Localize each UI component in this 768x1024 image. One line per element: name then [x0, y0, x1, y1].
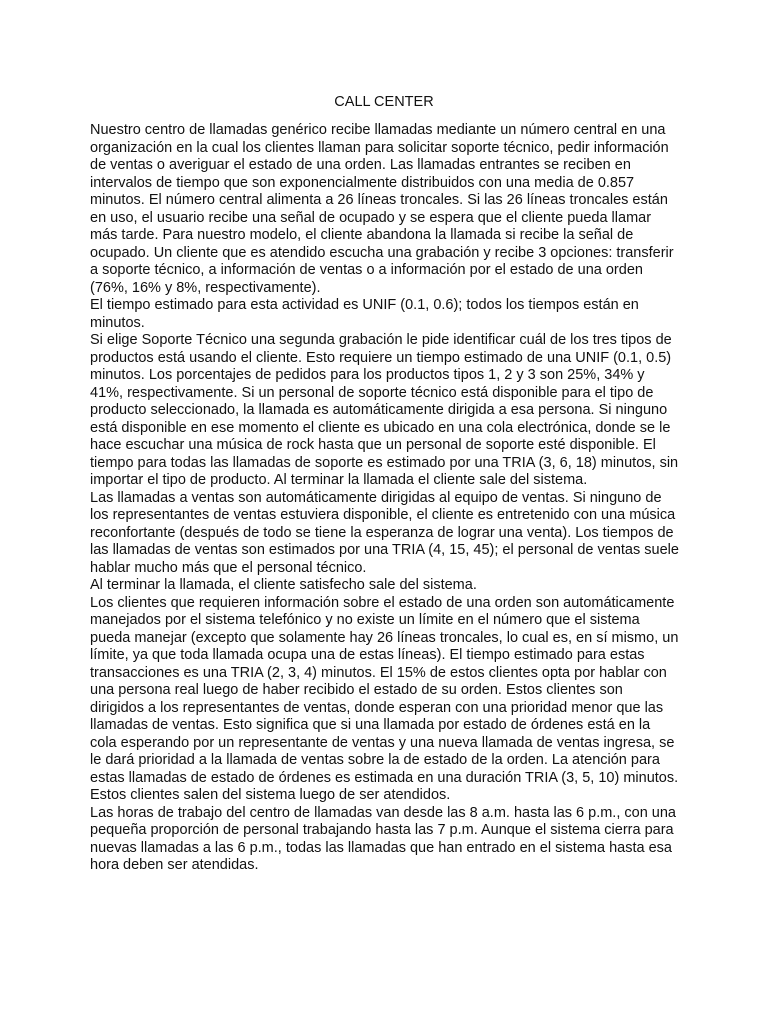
paragraph-intro: Nuestro centro de llamadas genérico recibe llamadas mediante un número central en una organización en la cual los clientes llaman para solicitar soporte técnico, pedir información de ventas o averiguar el estado de una orden. Las llamadas entrantes se reciben en intervalos de tiempo que son exponencialmente distribuidos con una media de 0.857 minutos. El número central alimenta a 26 líneas troncales. Si las 26 líneas troncales están en uso, el usuario recibe una señal de ocupado y se espera que el cliente pueda llamar más tarde. Para nuestro modelo, el cliente abandona la llamada si recibe la señal de ocupado. Un cliente que es atendido escucha una grabación y recibe 3 opciones: transferir a soporte técnico, a información de ventas o a información por el estado de una orden (76%, 16% y 8%, respectivamente).: [90, 122, 674, 296]
document-title: CALL CENTER: [334, 94, 434, 110]
paragraph-activity-time: El tiempo estimado para esta actividad es UNIF (0.1, 0.6); todos los tiempos están en minutos.: [90, 297, 639, 331]
paragraph-sales-exit: Al terminar la llamada, el cliente satisfecho sale del sistema.: [90, 577, 477, 593]
paragraph-order-status: Los clientes que requieren información sobre el estado de una orden son automáticamente manejados por el sistema telefónico y no existe un límite en el número que el sistema pueda manejar (excepto que solamente hay 26 líneas troncales, lo cual es, en sí mismo, un límite, ya que toda llamada ocupa una de estas líneas). El tiempo estimado para estas transacciones es una TRIA (2, 3, 4) minutos. El 15% de estos clientes opta por hablar con una persona real luego de haber recibido el estado de su orden. Estos clientes son dirigidos a los representantes de ventas, donde esperan con una prioridad menor que las llamadas de ventas. Esto significa que si una llamada por estado de órdenes está en la cola esperando por un representante de ventas y una nueva llamada de ventas ingresa, se le dará prioridad a la llamada de ventas sobre la de estado de la orden. La atención para estas llamadas de estado de órdenes es estimada en una duración TRIA (3, 5, 10) minutos. Estos clientes salen del sistema luego de ser atendidos.: [90, 594, 679, 803]
paragraph-technical-support: Si elige Soporte Técnico una segunda grabación le pide identificar cuál de los tres tipos de productos está usando el cliente. Esto requiere un tiempo estimado de una UNIF (0.1, 0.5) minutos. Los porcentajes de pedidos para los productos tipos 1, 2 y 3 son 25%, 34% y 41%, respectivamente. Si un personal de soporte técnico está disponible para el tipo de producto seleccionado, la llamada es automáticamente dirigida a esa persona. Si ninguno está disponible en ese momento el cliente es ubicado en una cola electrónica, donde se le hace escuchar una música de rock hasta que un personal de soporte esté disponible. El tiempo para todas las llamadas de soporte es estimado por una TRIA (3, 6, 18) minutos, sin importar el tipo de producto. Al terminar la llamada el cliente sale del sistema.: [90, 332, 679, 488]
document-body: [90, 122, 680, 875]
paragraph-sales: Las llamadas a ventas son automáticamente dirigidas al equipo de ventas. Si ninguno de los representantes de ventas estuviera disponible, el cliente es entretenido con una música reconfortante (después de todo se tiene la esperanza de lograr una venta). Los tiempos de las llamadas de ventas son estimados por una TRIA (4, 15, 45); el personal de ventas suele hablar mucho más que el personal técnico.: [90, 489, 679, 576]
paragraph-working-hours: Las horas de trabajo del centro de llamadas van desde las 8 a.m. hasta las 6 p.m., con una pequeña proporción de personal trabajando hasta las 7 p.m. Aunque el sistema cierra para nuevas llamadas a las 6 p.m., todas las llamadas que han entrado en el sistema hasta esa hora deben ser atendidas.: [90, 804, 676, 873]
